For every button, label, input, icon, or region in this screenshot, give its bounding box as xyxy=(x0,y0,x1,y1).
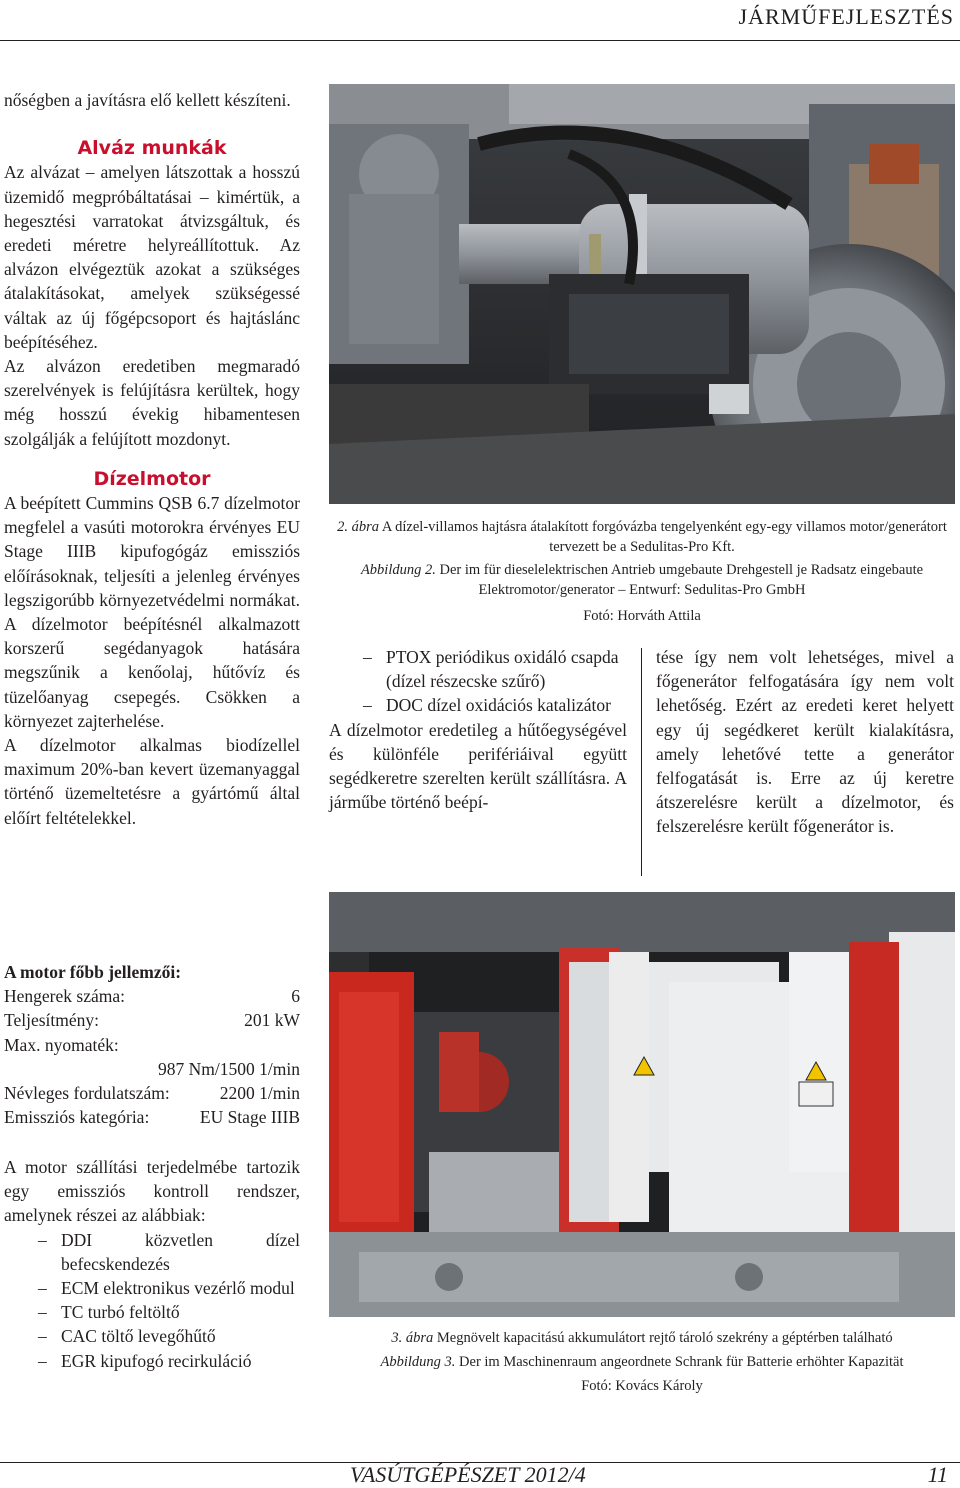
figure-3-photo xyxy=(329,892,955,1317)
caption-hu xyxy=(335,517,949,557)
paragraph-alvaz-1: Az alvázat – amelyen látszottak a hosszú üzemidő megpróbáltatásai – kimértük, a hegesztési varratokat átvizsgáltuk, és eredeti méretre helyreállítottuk. Az alvázon elvégeztük azokat a szükséges átalakításokat, amelyek szükségessé váltak az új főgépcsoport és hajtáslánc beépítéséhez. xyxy=(4,162,300,352)
list-item: – CAC töltő levegőhűtő xyxy=(4,1324,300,1348)
list-item: – DDI közvetlen dízel befecskendezés xyxy=(4,1228,300,1276)
spec-torque-label: Max. nyomaték: xyxy=(4,1034,119,1055)
paragraph-motor-1: A beépített Cummins QSB 6.7 dízelmotor megfelel a vasúti motorokra érvényes EU Stage IIIB kipufogógáz emissziós előírásoknak, teljesíti a jelenleg érvényes legszigorúbb környezetvédelmi normákat. A dízelmotor beépítésnél alkalmazott korszerű segédanyagok hatására megszűnik a kenőolaj, hűtővíz és tüzelőanyag csepegés. Csökken a környezet zajterhelése. xyxy=(4,493,300,731)
list-item: – DOC dízel oxidációs katalizátor xyxy=(329,693,627,717)
spec-label: Teljesítmény: xyxy=(4,1010,100,1031)
photo-credit: Fotó: Kovács Károly xyxy=(581,1378,703,1394)
figure-number: 3. ábra xyxy=(391,1330,434,1346)
paragraph-motor-2: A dízelmotor alkalmas biodízellel maximum 20%-ban kevert üzemanyaggal történő üzemeltetésre a gyártómű által előírt feltételekkel. xyxy=(4,735,300,828)
caption-text-de: Der im Maschinenraum angeordnete Schrank für Batterie erhöhter Kapazität xyxy=(459,1354,904,1370)
paragraph-alvaz-2: Az alvázon eredetiben megmaradó szerelvények is felújításra kerültek, hogy még hosszú évekig hibamentesen szolgálják a felújított mozdonyt. xyxy=(4,356,300,449)
figure-number-de: Abbildung 3. xyxy=(380,1354,456,1370)
column-1 xyxy=(4,88,300,830)
spec-emission xyxy=(4,1105,300,1129)
ptox-list xyxy=(329,645,627,718)
header-rule xyxy=(0,40,960,41)
spec-cylinders xyxy=(4,984,300,1008)
journal-title: VASÚTGÉPÉSZET 2012/4 xyxy=(350,1462,586,1487)
caption-de xyxy=(335,560,949,600)
section-header: JÁRMŰFEJLESZTÉS xyxy=(738,4,954,29)
figure-3-caption xyxy=(335,1328,949,1396)
spec-value: 2200 1/min xyxy=(219,1083,300,1104)
figure-number: 2. ábra xyxy=(337,519,380,535)
paragraph-frame: tése így nem volt lehetséges, mivel a főgenerátor felfogatására így nem volt lehetőség. Ezért az eredeti keret helyett egy új segédkeret került kialakításra, amely lehetővé tette a generátor felfogatását is. Erre az új keretre átszerelésre került a dízelmotor, és felszerelésre került főgenerátor is. xyxy=(656,647,954,837)
column-divider xyxy=(641,648,642,876)
spec-speed xyxy=(4,1081,300,1105)
motor-specs xyxy=(4,960,300,1129)
column-3 xyxy=(656,645,954,839)
column-2 xyxy=(329,645,627,814)
list-item: – EGR kipufogó recirkuláció xyxy=(4,1349,300,1373)
intro-text: nőségben a javításra elő kellett készíteni. xyxy=(4,90,291,110)
spec-value: EU Stage IIIB xyxy=(199,1107,300,1128)
heading-alvaz: Alváz munkák xyxy=(77,137,227,160)
spec-label: Emissziós kategória: xyxy=(4,1107,150,1128)
list-item: – TC turbó feltöltő xyxy=(4,1300,300,1324)
caption-hu xyxy=(335,1328,949,1348)
caption-text-hu: A dízel-villamos hajtásra átalakított forgóvázba tengelyenként egy-egy villamos motor/generátort tervezett be a Sedulitas-Pro Kft. xyxy=(381,519,947,555)
photo-credit: Fotó: Horváth Attila xyxy=(583,608,701,624)
caption-de xyxy=(335,1352,949,1372)
paragraph-mounting: A dízelmotor eredetileg a hűtőegységével és különféle perifériáival együtt segédkeretre szerelten került szállításra. A járműbe történő beépí- xyxy=(329,719,627,813)
page-number: 11 xyxy=(927,1462,948,1487)
spec-torque-value: 987 Nm/1500 1/min xyxy=(158,1058,300,1079)
list-item: – PTOX periódikus oxidáló csapda (dízel részecske szűrő) xyxy=(329,645,627,693)
column-1-bottom xyxy=(4,1155,300,1373)
caption-text-de: Der im für dieselelektrischen Antrieb umgebaute Drehgestell je Radsatz eingebaute Elektromotor/generator – Entwurf: Sedulitas-Pro GmbH xyxy=(439,562,924,598)
spec-label: Névleges fordulatszám: xyxy=(4,1083,170,1104)
figure-number-de: Abbildung 2. xyxy=(360,562,436,578)
spec-power xyxy=(4,1008,300,1032)
list-item: – ECM elektronikus vezérlő modul xyxy=(4,1276,300,1300)
heading-dizelmotor: Dízelmotor xyxy=(93,467,211,490)
specs-title: A motor főbb jellemzői: xyxy=(4,962,182,982)
emission-list xyxy=(4,1228,300,1373)
spec-value: 6 xyxy=(291,986,300,1007)
spec-value: 201 kW xyxy=(244,1010,300,1031)
figure-2-photo xyxy=(329,84,955,504)
caption-text-hu: Megnövelt kapacitású akkumulátort rejtő tároló szekrény a géptérben található xyxy=(436,1330,893,1346)
paragraph-emission: A motor szállítási terjedelmébe tartozik egy emissziós kontroll rendszer, amelynek részei az alábbiak: xyxy=(4,1157,300,1226)
spec-label: Hengerek száma: xyxy=(4,986,125,1007)
figure-2-caption xyxy=(335,517,949,626)
